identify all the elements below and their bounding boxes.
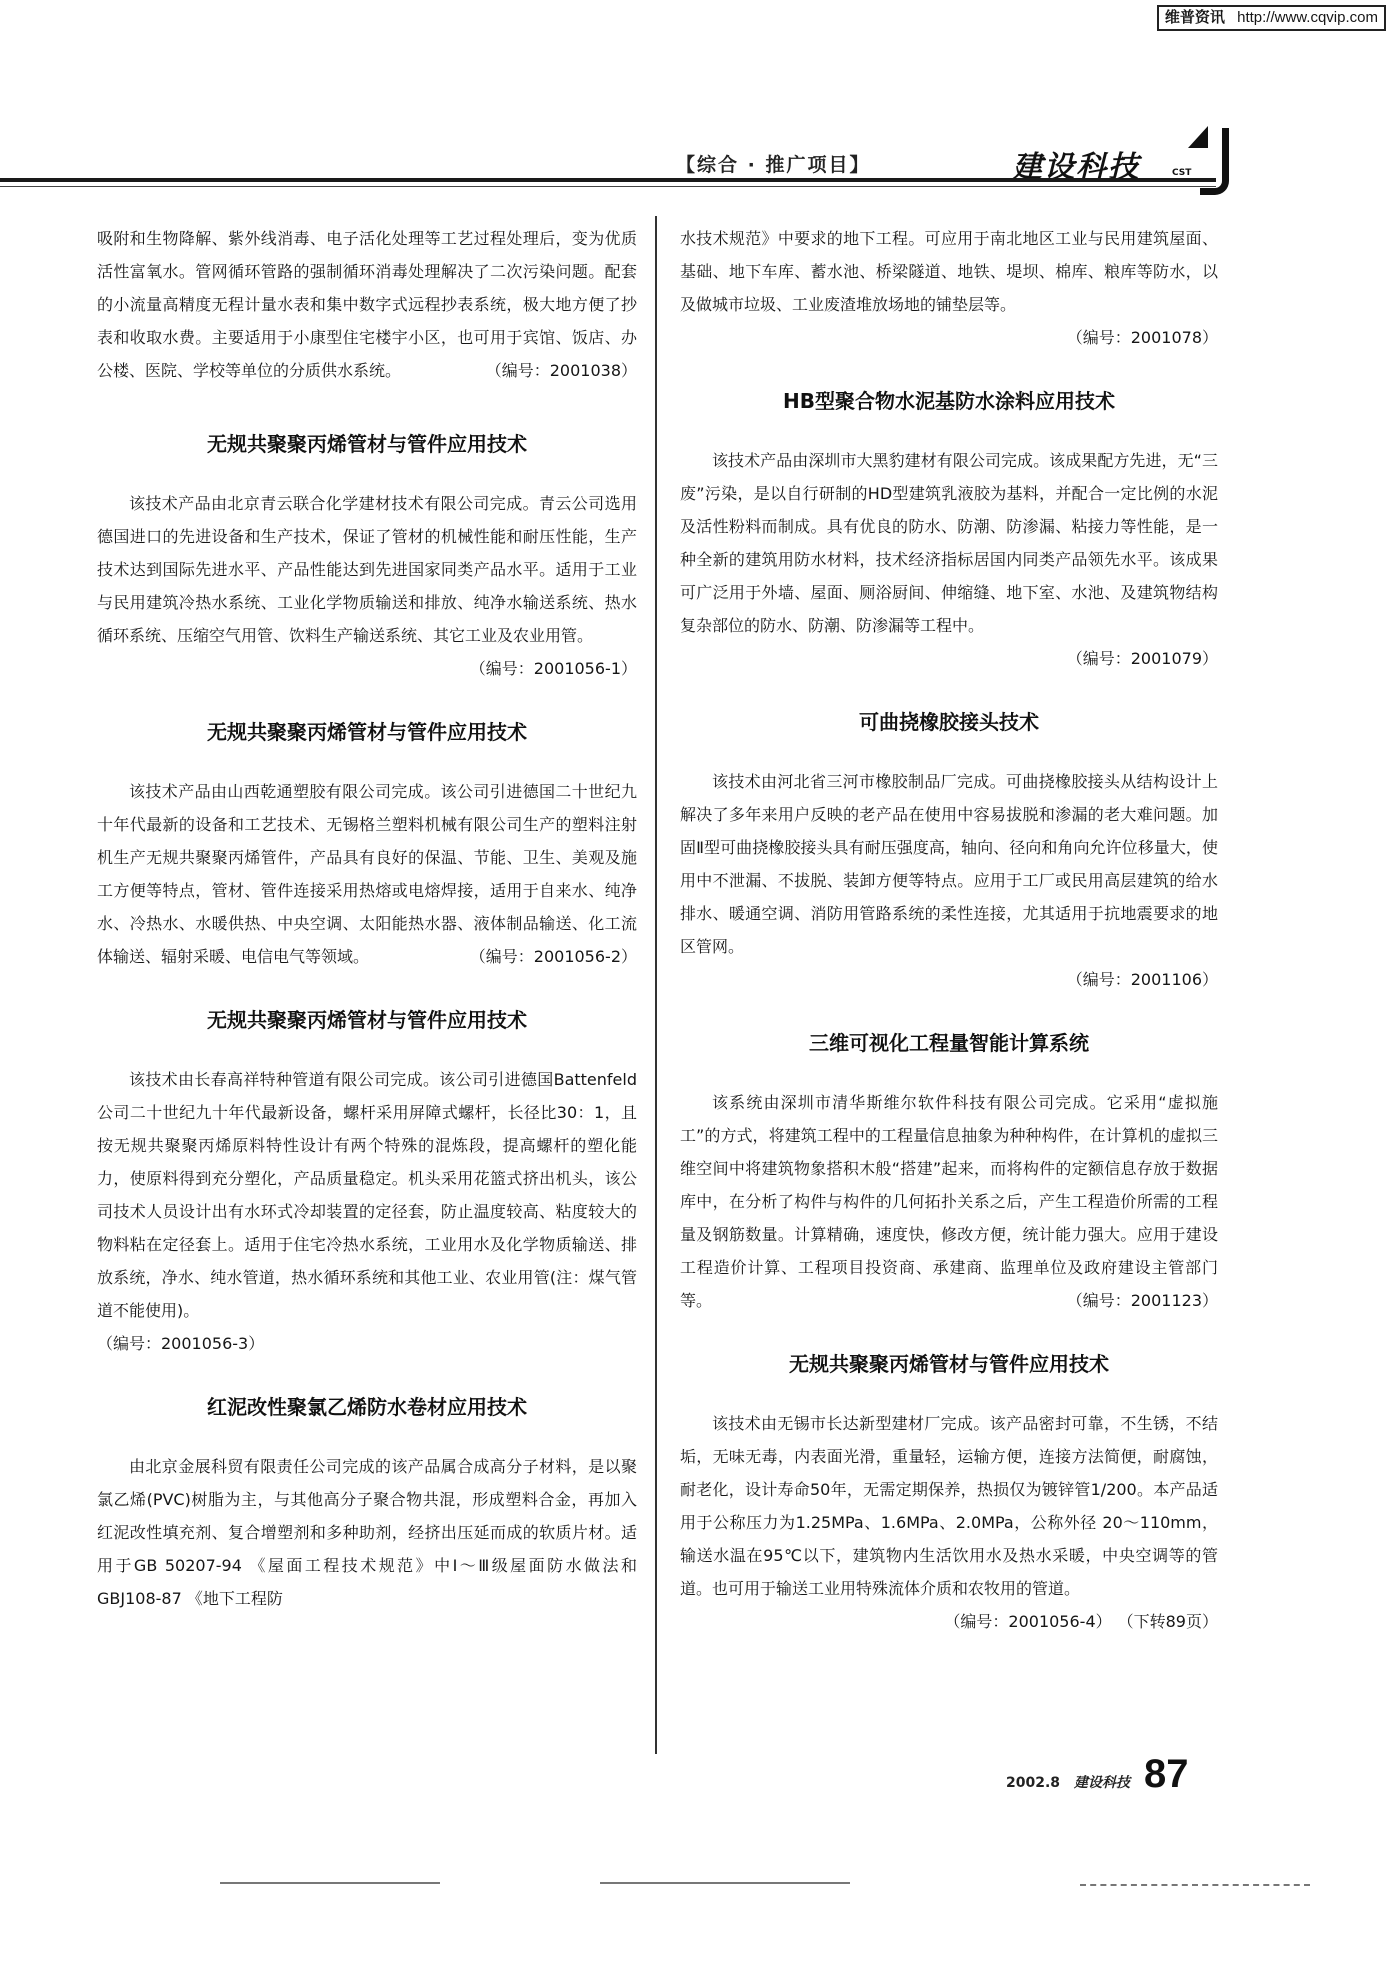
article-code: （编号：2001079） — [1066, 649, 1218, 668]
article-title: 可曲挠橡胶接头技术 — [859, 710, 1039, 734]
watermark-box — [1157, 5, 1386, 31]
article-title: 无规共聚聚丙烯管材与管件应用技术 — [789, 1352, 1109, 1376]
article-title: 三维可视化工程量智能计算系统 — [809, 1031, 1089, 1055]
scan-artifact-line — [1080, 1884, 1310, 1886]
page-number: 87 — [1144, 1752, 1189, 1796]
continued-paragraph — [97, 222, 637, 387]
footer-magazine-name: 建设科技 — [1074, 1775, 1131, 1791]
scan-artifact-line — [600, 1882, 850, 1884]
article-title: HB型聚合物水泥基防水涂料应用技术 — [783, 389, 1115, 413]
article-title: 红泥改性聚氯乙烯防水卷材应用技术 — [207, 1395, 527, 1419]
watermark-name: 维普资讯 — [1164, 9, 1225, 26]
article-title: 无规共聚聚丙烯管材与管件应用技术 — [207, 720, 527, 744]
article-body: 该技术由长春高祥特种管道有限公司完成。该公司引进德国Battenfeld公司二十世纪九十年代最新设备，螺杆采用屏障式螺杆，长径比30：1，且按无规共聚聚丙烯原料特性设计有两个特殊的混炼段，提高螺杆的塑化能力，使原料得到充分塑化，产品质量稳定。机头采用花篮式挤出机头，该公司技术人员设计出有水环式冷却装置的定径套，防止温度较高、粘度较大的物料粘在定径套上。适用于住宅冷热水系统，工业用水及化学物质输送、排放系统，净水、纯水管道，热水循环系统和其他工业、农业用管(注：煤气管道不能使用)。 — [97, 1070, 637, 1320]
article-body: 由北京金展科贸有限责任公司完成的该产品属合成高分子材料，是以聚氯乙烯(PVC)树脂为主，与其他高分子聚合物共混，形成塑料合金，再加入红泥改性填充剂、复合增塑剂和多种助剂，经挤出压延而成的软质片材。适用于GB 50207-94 《屋面工程技术规范》中Ⅰ～Ⅲ级屋面防水做法和GBJ108-87 《地下工程防 — [97, 1457, 637, 1608]
magazine-logo: 建设科技 — [1012, 150, 1140, 185]
article-body — [680, 1086, 1218, 1317]
header-rule-thin — [0, 186, 1216, 187]
article-code: （编号：2001056-4） — [944, 1612, 1112, 1631]
article-code: （编号：2001123） — [1066, 1291, 1218, 1310]
article-body-text: 该技术产品由山西乾通塑胶有限公司完成。该公司引进德国二十世纪九十年代最新的设备和工艺技术、无锡格兰塑料机械有限公司生产的塑料注射机生产无规共聚聚丙烯管件，产品具有良好的保温、节能、卫生、美观及施工方便等特点，管材、管件连接采用热熔或电熔焊接，适用于自来水、纯净水、冷热水、水暖供热、中央空调、太阳能热水器、液体制品输送、化工流体输送、辐射采暖、电信电气等领域。 — [97, 782, 637, 966]
logo-hook — [1200, 128, 1229, 195]
issue-date: 2002.8 — [1006, 1775, 1061, 1791]
article-body: 该技术产品由北京青云联合化学建材技术有限公司完成。青云公司选用德国进口的先进设备和生产技术，保证了管材的机械性能和耐压性能，生产技术达到国际先进水平、产品性能达到先进国家同类产品水平。适用于工业与民用建筑冷热水系统、工业化学物质输送和排放、纯净水输送系统、热水循环系统、压缩空气用管、饮料生产输送系统、其它工业及农业用管。 — [97, 494, 637, 645]
article-code: （编号：2001056-2） — [469, 947, 637, 966]
continued-text: 吸附和生物降解、紫外线消毒、电子活化处理等工艺过程处理后，变为优质活性富氧水。管网循环管路的强制循环消毒处理解决了二次污染问题。配套的小流量高精度无程计量水表和集中数字式远程抄表系统，极大地方便了抄表和收取水费。主要适用于小康型住宅楼宇小区，也可用于宾馆、饭店、办公楼、医院、学校等单位的分质供水系统。 — [97, 229, 637, 380]
article-code: （编号：2001106） — [1066, 970, 1218, 989]
article-code: （编号：2001056-3） — [97, 1334, 265, 1353]
header-section-label: 【综合 · 推广项目】 — [676, 154, 871, 176]
article-body: 该技术由无锡市长达新型建材厂完成。该产品密封可靠，不生锈，不结垢，无味无毒，内表面光滑，重量轻，运输方便，连接方法简便，耐腐蚀，耐老化，设计寿命50年，无需定期保养，热损仅为镀锌管1/200。本产品适用于公称压力为1.25MPa、1.6MPa、2.0MPa，公称外径 20～110mm，输送水温在95℃以下，建筑物内生活饮用水及热水采暖，中央空调等的管道。也可用于输送工业用特殊流体介质和农牧用的管道。 — [680, 1414, 1218, 1598]
page-footer — [1006, 1752, 1189, 1797]
watermark-url[interactable]: http://www.cqvip.com — [1237, 9, 1378, 26]
article-body — [97, 775, 637, 973]
header-rule — [0, 178, 1216, 182]
article-body: 该技术由河北省三河市橡胶制品厂完成。可曲挠橡胶接头从结构设计上解决了多年来用户反映的老产品在使用中容易拔脱和渗漏的老大难问题。加固Ⅱ型可曲挠橡胶接头具有耐压强度高，轴向、径向和角向允许位移量大，使用中不泄漏、不拔脱、装卸方便等特点。应用于工厂或民用高层建筑的给水排水、暖通空调、消防用管路系统的柔性连接，尤其适用于抗地震要求的地区管网。 — [680, 772, 1218, 956]
magazine-logo-sub: CST — [1172, 168, 1192, 178]
continued-note[interactable]: （下转89页） — [1125, 1612, 1218, 1631]
right-column — [680, 222, 1218, 1638]
article-code: （编号：2001038） — [485, 361, 637, 380]
article-code-line — [680, 1605, 1218, 1638]
article-code: （编号：2001056-1） — [469, 659, 637, 678]
scan-artifact-line — [220, 1882, 440, 1884]
article-body-text: 该系统由深圳市清华斯维尔软件科技有限公司完成。它采用“虚拟施工”的方式，将建筑工程中的工程量信息抽象为种种构件，在计算机的虚拟三维空间中将建筑物象搭积木般“搭建”起来，而将构件的定额信息存放于数据库中，在分析了构件与构件的几何拓扑关系之后，产生工程造价所需的工程量及钢筋数量。计算精确，速度快，修改方便，统计能力强大。应用于建设工程造价计算、工程项目投资商、承建商、监理单位及政府建设主管部门等。 — [680, 1093, 1218, 1310]
article-title: 无规共聚聚丙烯管材与管件应用技术 — [207, 1008, 527, 1032]
article-title: 无规共聚聚丙烯管材与管件应用技术 — [207, 432, 527, 456]
continued-paragraph: 水技术规范》中要求的地下工程。可应用于南北地区工业与民用建筑屋面、基础、地下车库、蓄水池、桥梁隧道、地铁、堤坝、棉库、粮库等防水，以及做城市垃圾、工业废渣堆放场地的铺垫层等。 — [680, 229, 1218, 314]
article-body: 该技术产品由深圳市大黑豹建材有限公司完成。该成果配方先进，无“三废”污染，是以自行研制的HD型建筑乳液胶为基料，并配合一定比例的水泥及活性粉料而制成。具有优良的防水、防潮、防渗漏、粘接力等性能，是一种全新的建筑用防水材料，技术经济指标居国内同类产品领先水平。该成果可广泛用于外墙、屋面、厕浴厨间、伸缩缝、地下室、水池、及建筑物结构复杂部位的防水、防潮、防渗漏等工程中。 — [680, 451, 1218, 635]
article-code: （编号：2001078） — [1066, 328, 1218, 347]
left-column — [97, 222, 637, 1615]
column-divider — [655, 216, 657, 1754]
